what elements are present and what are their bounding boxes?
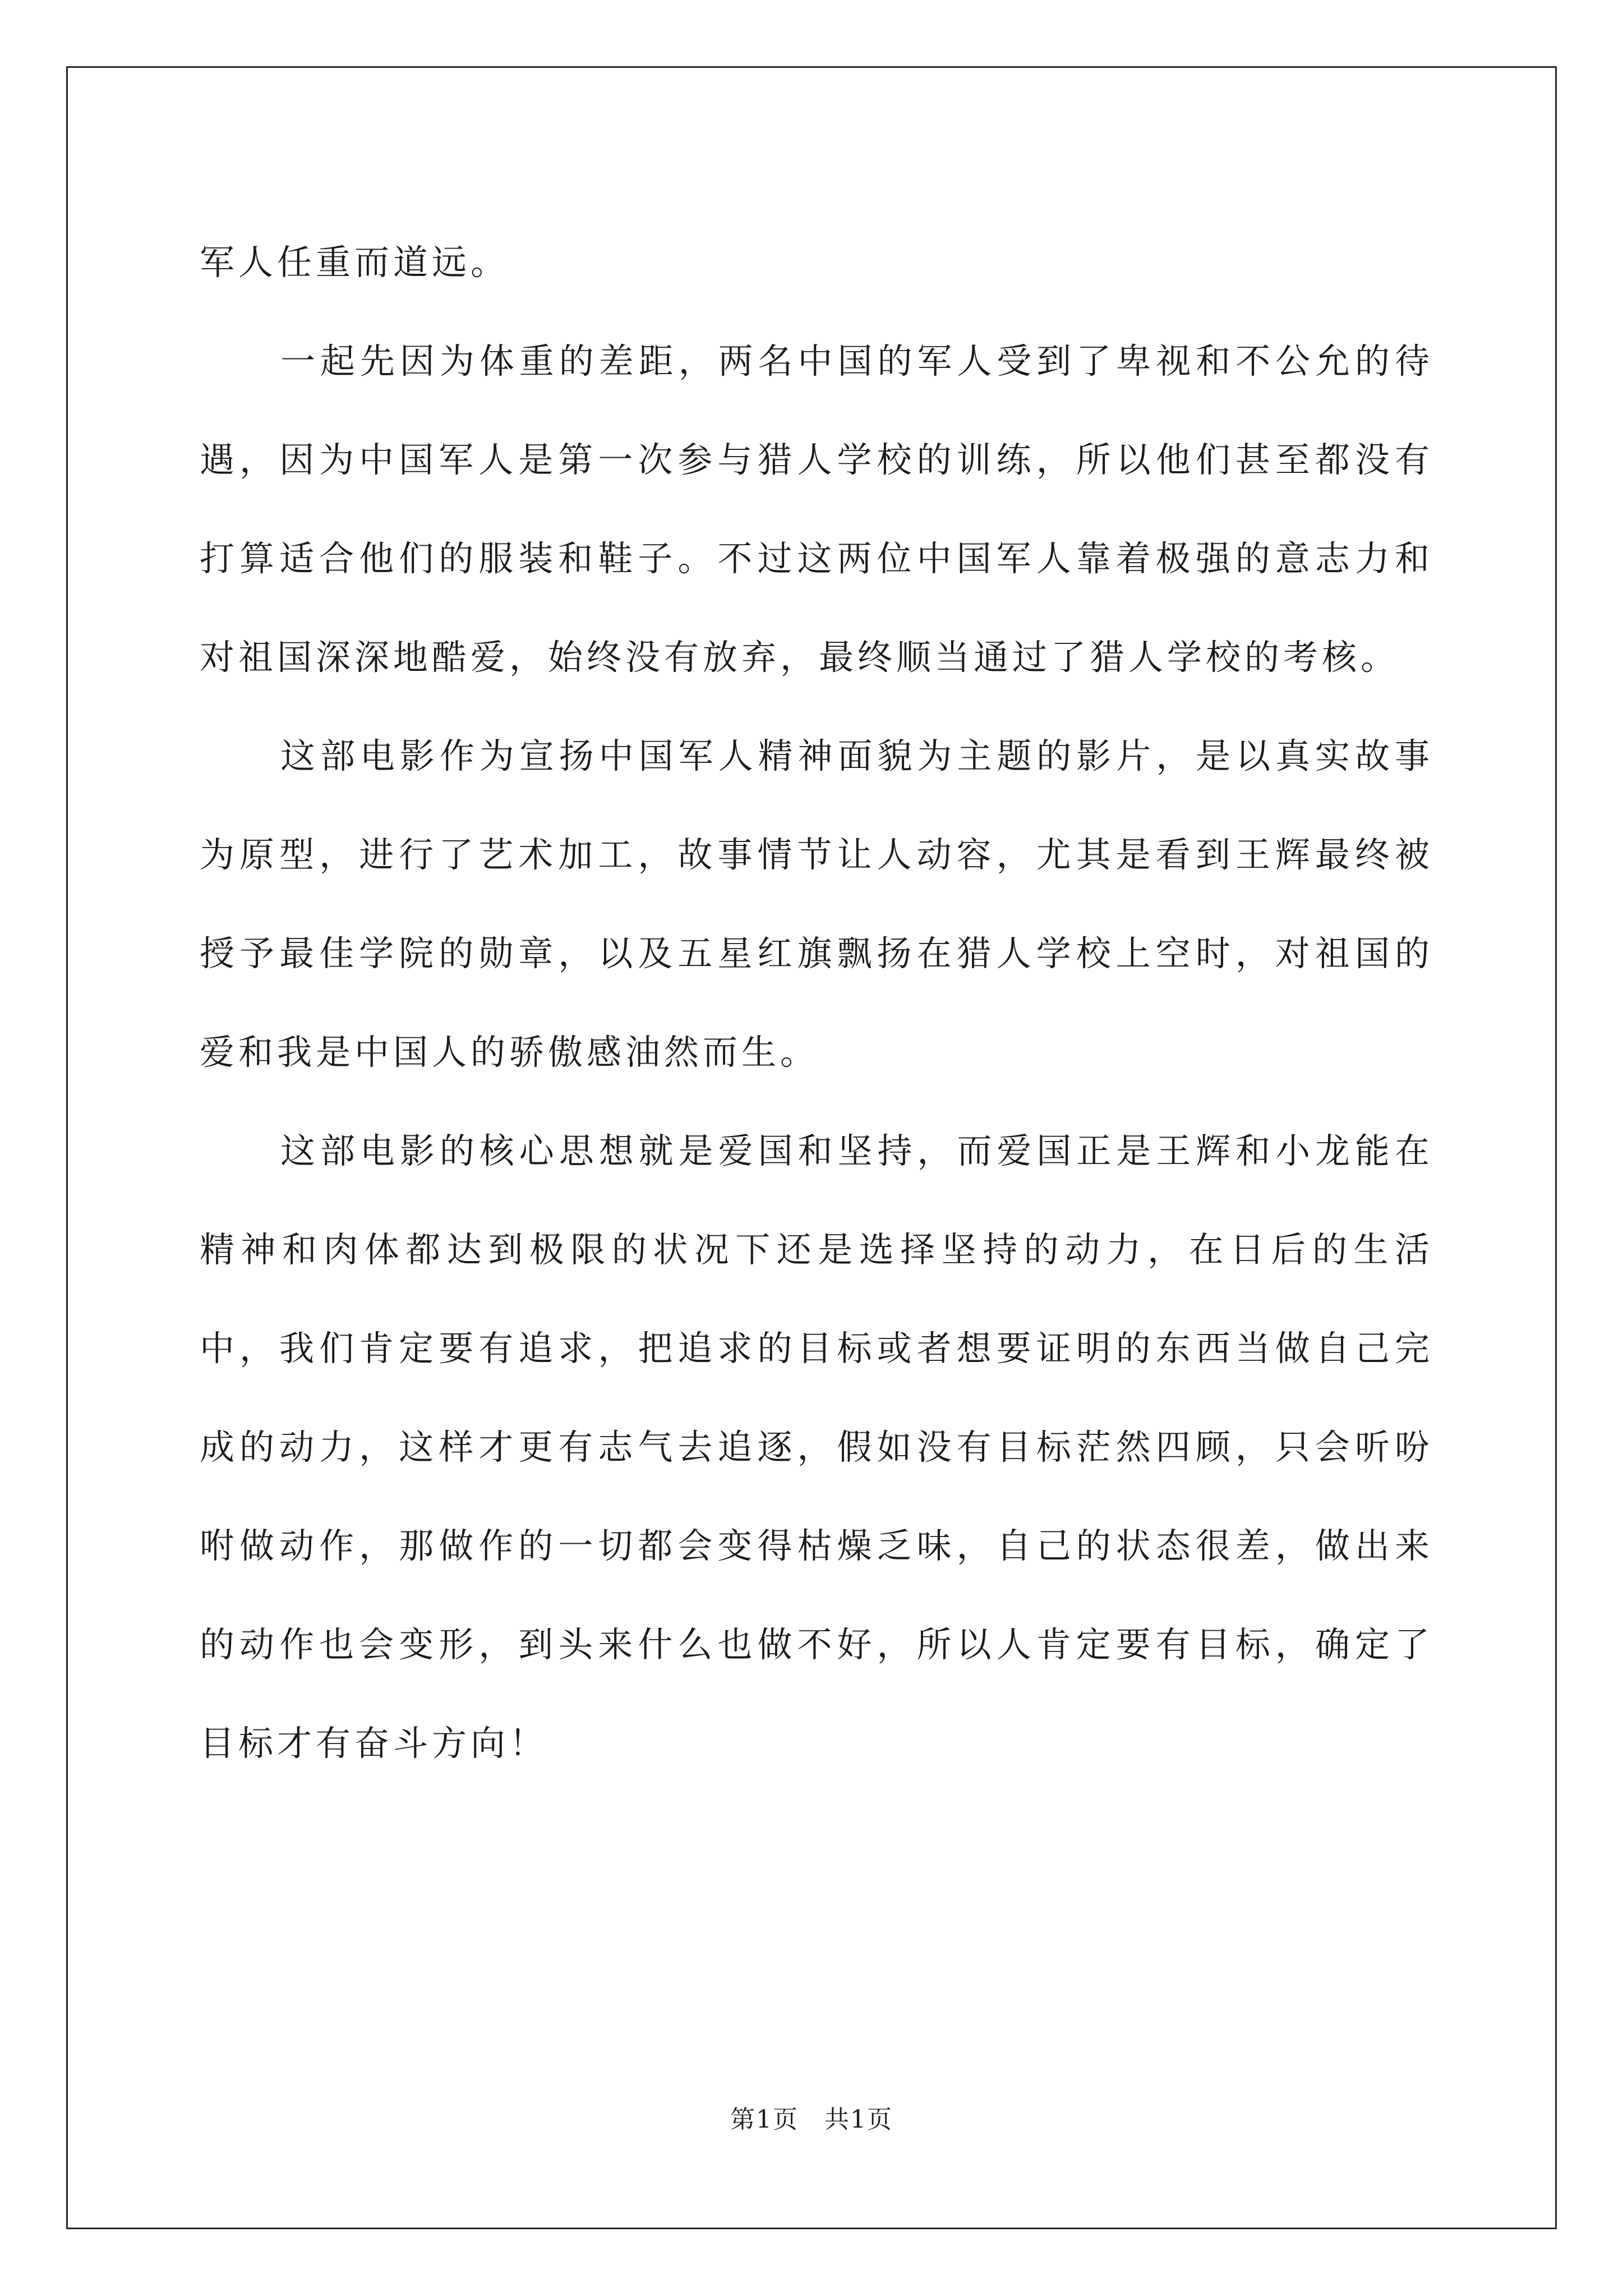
paragraph-3: 这部电影作为宣扬中国军人精神面貌为主题的影片，是以真实故事为原型，进行了艺术加工，故事情节让人动容，尤其是看到王辉最终被授予最佳学院的勋章，以及五星红旗飘扬在猎人学校上空时，对祖国的爱和我是中国人的骄傲感油然而生。	[200, 735, 1433, 1073]
paragraph-4: 这部电影的核心思想就是爱国和坚持，而爱国正是王辉和小龙能在精神和肉体都达到极限的状况下还是选择坚持的动力，在日后的生活中，我们肯定要有追求，把追求的目标或者想要证明的东西当做自己完成的动力，这样才更有志气去追逐，假如没有目标茫然四顾，只会听吩咐做动作，那做作的一切都会变得枯燥乏味，自己的状态很差，做出来的动作也会变形，到头来什么也做不好，所以人肯定要有目标，确定了目标才有奋斗方向！	[200, 1130, 1433, 1764]
document-body	[200, 213, 1433, 1793]
paragraph-2: 一起先因为体重的差距，两名中国的军人受到了卑视和不公允的待遇，因为中国军人是第一次参与猎人学校的训练，所以他们甚至都没有打算适合他们的服装和鞋子。不过这两位中国军人靠着极强的意志力和对祖国深深地酷爱，始终没有放弃，最终顺当通过了猎人学校的考核。	[200, 341, 1433, 678]
paragraph-1: 军人任重而道远。	[200, 242, 510, 283]
page-footer: 第1页 共1页	[730, 2105, 893, 2134]
